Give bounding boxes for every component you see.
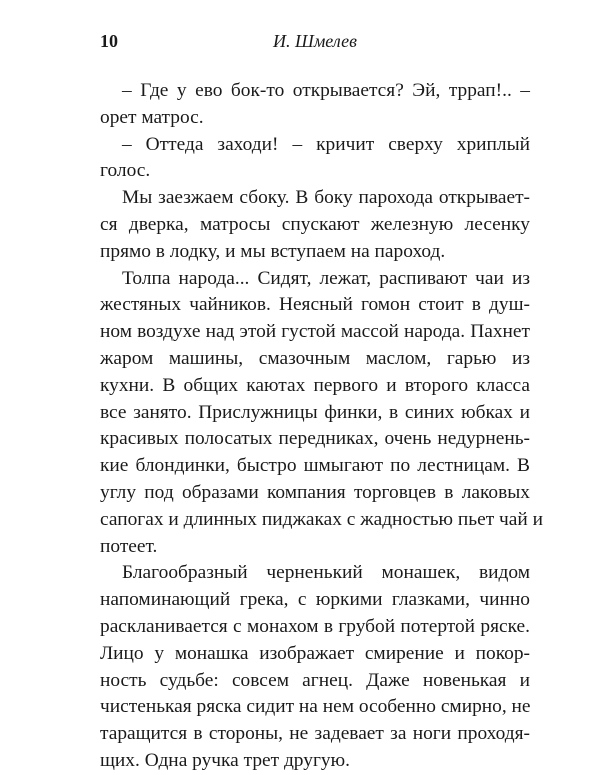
text-line: ность судьбе: совсем агнец. Даже новенькая и <box>100 669 530 691</box>
text-line: напоминающий грека, с юркими глазками, чинно <box>100 589 530 611</box>
text-line: жаром машины, смазочным маслом, гарью из <box>100 347 530 369</box>
text-line: углу под образами компания торговцев в лаковых <box>100 481 530 503</box>
paragraph-5 <box>100 560 530 774</box>
running-title: И. Шмелев <box>273 31 357 51</box>
text-line: щих. Одна ручка трет другую. <box>100 749 350 771</box>
paragraph-2 <box>100 132 530 186</box>
page-number: 10 <box>100 31 118 51</box>
text-line: Благообразный черненький монашек, видом <box>122 562 530 584</box>
text-line: кухни. В общих каютах первого и второго класса <box>100 374 530 396</box>
text-line: сапогах и длинных пиджаках с жадностью пьет чай и <box>100 508 543 530</box>
running-header <box>100 30 530 56</box>
text-line: – Оттеда заходи! – кричит сверху хриплый <box>122 133 530 155</box>
text-line: прямо в лодку, и мы вступаем на пароход. <box>100 240 446 262</box>
text-line: красивых полосатых передниках, очень недурнень- <box>100 428 530 450</box>
text-line: раскланивается с монахом в грубой потертой ряске. <box>100 615 530 637</box>
text-line: потеет. <box>100 535 158 557</box>
text-line: голос. <box>100 160 151 182</box>
text-line: Лицо у монашка изображает смирение и покор- <box>100 642 530 664</box>
text-line: кие блондинки, быстро шмыгают по лестницам. В <box>100 455 530 477</box>
text-line: – Где у ево бок-то открывается? Эй, тррап!.. – <box>122 80 530 101</box>
text-line: таращится в стороны, не задевает за ноги проходя- <box>100 723 530 745</box>
text-line: Толпа народа... Сидят, лежат, распивают чаи из <box>122 267 530 289</box>
text-line: чистенькая ряска сидит на нем особенно смирно, не <box>100 696 531 718</box>
paragraph-3 <box>100 185 530 265</box>
paragraph-1 <box>100 78 530 132</box>
text-line: ном воздухе над этой густой массой народа. Пахнет <box>100 321 530 343</box>
text-line: Мы заезжаем сбоку. В боку парохода открывает- <box>122 187 530 209</box>
text-line: ся дверка, матросы спускают железную лесенку <box>100 213 530 235</box>
body-text <box>100 78 543 775</box>
text-line: все занято. Прислужницы финки, в синих юбках и <box>100 401 530 423</box>
text-line: орет матрос. <box>100 106 204 128</box>
paragraph-4 <box>100 266 543 561</box>
text-line: жестяных чайников. Неясный гомон стоит в душ- <box>100 294 530 316</box>
